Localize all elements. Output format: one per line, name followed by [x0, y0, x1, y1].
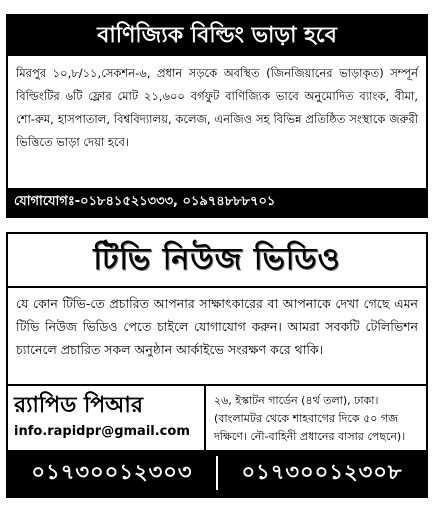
ad2-brand-block	[8, 386, 206, 450]
ad2-info-row	[8, 386, 426, 450]
building-rent-ad	[6, 14, 428, 218]
phone-number-1: ০১৭৩০০১২৩০৩	[31, 459, 193, 484]
ad2-body-text: যে কোন টিভি-তে প্রচারিত আপনার সাক্ষাৎকারের বা আপনাকে দেখা গেছে এমন টিভি নিউজ ভিডিও পেতে চাইলে যোগাযোগ করুন। আমরা সবকটি টেলিভিশন চ্যানেলে প্রচারিত সকল অনুষ্ঠান আর্কাইভে সংরক্ষণ করে থাকি।	[8, 288, 426, 386]
ad1-heading: বাণিজ্যিক বিল্ডিং ভাড়া হবে	[8, 16, 426, 56]
ad2-title: টিভি নিউজ ভিডিও	[8, 234, 426, 288]
phone-bar	[8, 450, 426, 496]
contact-email: info.rapidpr@gmail.com	[14, 424, 190, 439]
address-text: ২৬, ইস্কাটন গার্ডেন (৪র্থ তলা), ঢাকা। (বাংলামটর থেকে শাহবাগের দিকে ৫০ গজ দক্ষিণে। নৌ-বাহিনী প্রধানের বাসার পেছনে)।	[214, 394, 406, 443]
brand-name: র‍্যাপিড পিআর	[14, 393, 143, 418]
ad1-contact: যোগাযোগঃ-০১৮৪১৫২১৩৩৩, ০১৯৭৪৮৮৮৭০১	[8, 188, 426, 216]
tv-news-video-ad	[6, 232, 428, 498]
phone-number-2: ০১৭৩০০১২৩০৮	[241, 459, 403, 484]
ad1-body-text: মিরপুর ১০,৮/১১,সেকশন-৬, প্রধান সড়কে অবস্থিত (জিনজিয়ানের ভাড়াকৃত) সম্পূর্ন বিল্ডিংটির ৬টি ফ্লোর মোট ২১,৬০০ বর্গফুট বাণিজ্যিক ভাবে অনুমোদিত ব্যাংক, বীমা, শো-রুম, হাসপাতাল, বিশ্ববিদ্যালয়, কলেজ, এনজিও সহ বিভিন্ন প্রতিষ্ঠিত সংস্থাকে জরুরী ভিত্তিতে ভাড়া দেয়া হবে।	[16, 66, 418, 149]
